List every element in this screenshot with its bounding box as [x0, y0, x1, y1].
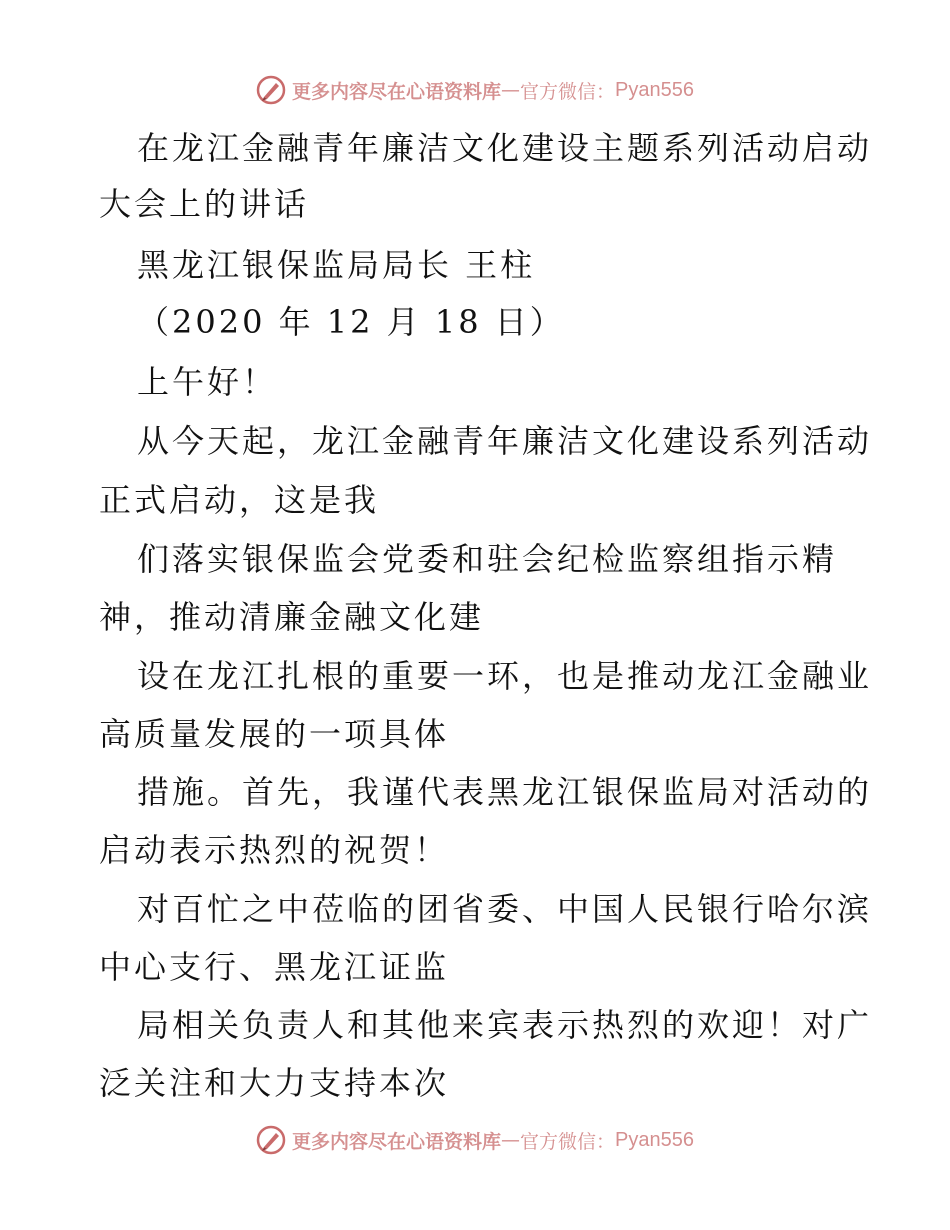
- paragraph-line: 启动表示热烈的祝贺！: [99, 831, 450, 869]
- watermark-separator: —: [501, 1129, 521, 1151]
- watermark-text: 更多内容尽在心语资料库: [292, 80, 502, 103]
- paragraph-line: 对百忙之中莅临的团省委、中国人民银行哈尔滨: [137, 890, 873, 928]
- watermark-footer: [0, 1120, 950, 1160]
- pen-logo-icon: [256, 75, 286, 105]
- paragraph-line: 措施。首先，我谨代表黑龙江银保监局对活动的: [137, 773, 873, 811]
- greeting-line: 上午好！: [137, 363, 278, 401]
- speaker-line: 黑龙江银保监局局长 王柱: [137, 246, 536, 284]
- title-line-1: 在龙江金融青年廉洁文化建设主题系列活动启动: [137, 129, 873, 167]
- pen-logo-icon: [256, 1125, 286, 1155]
- watermark-text: 更多内容尽在心语资料库: [292, 1130, 502, 1153]
- paragraph-line: 中心支行、黑龙江证监: [99, 948, 450, 986]
- watermark-separator: —: [501, 79, 521, 101]
- date-line: （2020 年 12 月 18 日）: [137, 303, 565, 341]
- title-line-2: 大会上的讲话: [99, 185, 310, 223]
- watermark-wechat-id: Pyan556: [615, 78, 694, 101]
- paragraph-line: 泛关注和大力支持本次: [99, 1064, 450, 1102]
- paragraph-line: 从今天起，龙江金融青年廉洁文化建设系列活动: [137, 422, 873, 460]
- paragraph-line: 神，推动清廉金融文化建: [99, 598, 485, 636]
- watermark-header: [0, 70, 950, 110]
- watermark-wechat-label: 官方微信：: [520, 80, 616, 103]
- paragraph-line: 局相关负责人和其他来宾表示热烈的欢迎！对广: [137, 1006, 873, 1044]
- watermark-wechat-label: 官方微信：: [520, 1130, 616, 1153]
- paragraph-line: 们落实银保监会党委和驻会纪检监察组指示精: [137, 540, 838, 578]
- paragraph-line: 设在龙江扎根的重要一环，也是推动龙江金融业: [137, 657, 873, 695]
- paragraph-line: 高质量发展的一项具体: [99, 715, 450, 753]
- watermark-wechat-id: Pyan556: [615, 1128, 694, 1151]
- paragraph-line: 正式启动，这是我: [99, 481, 380, 519]
